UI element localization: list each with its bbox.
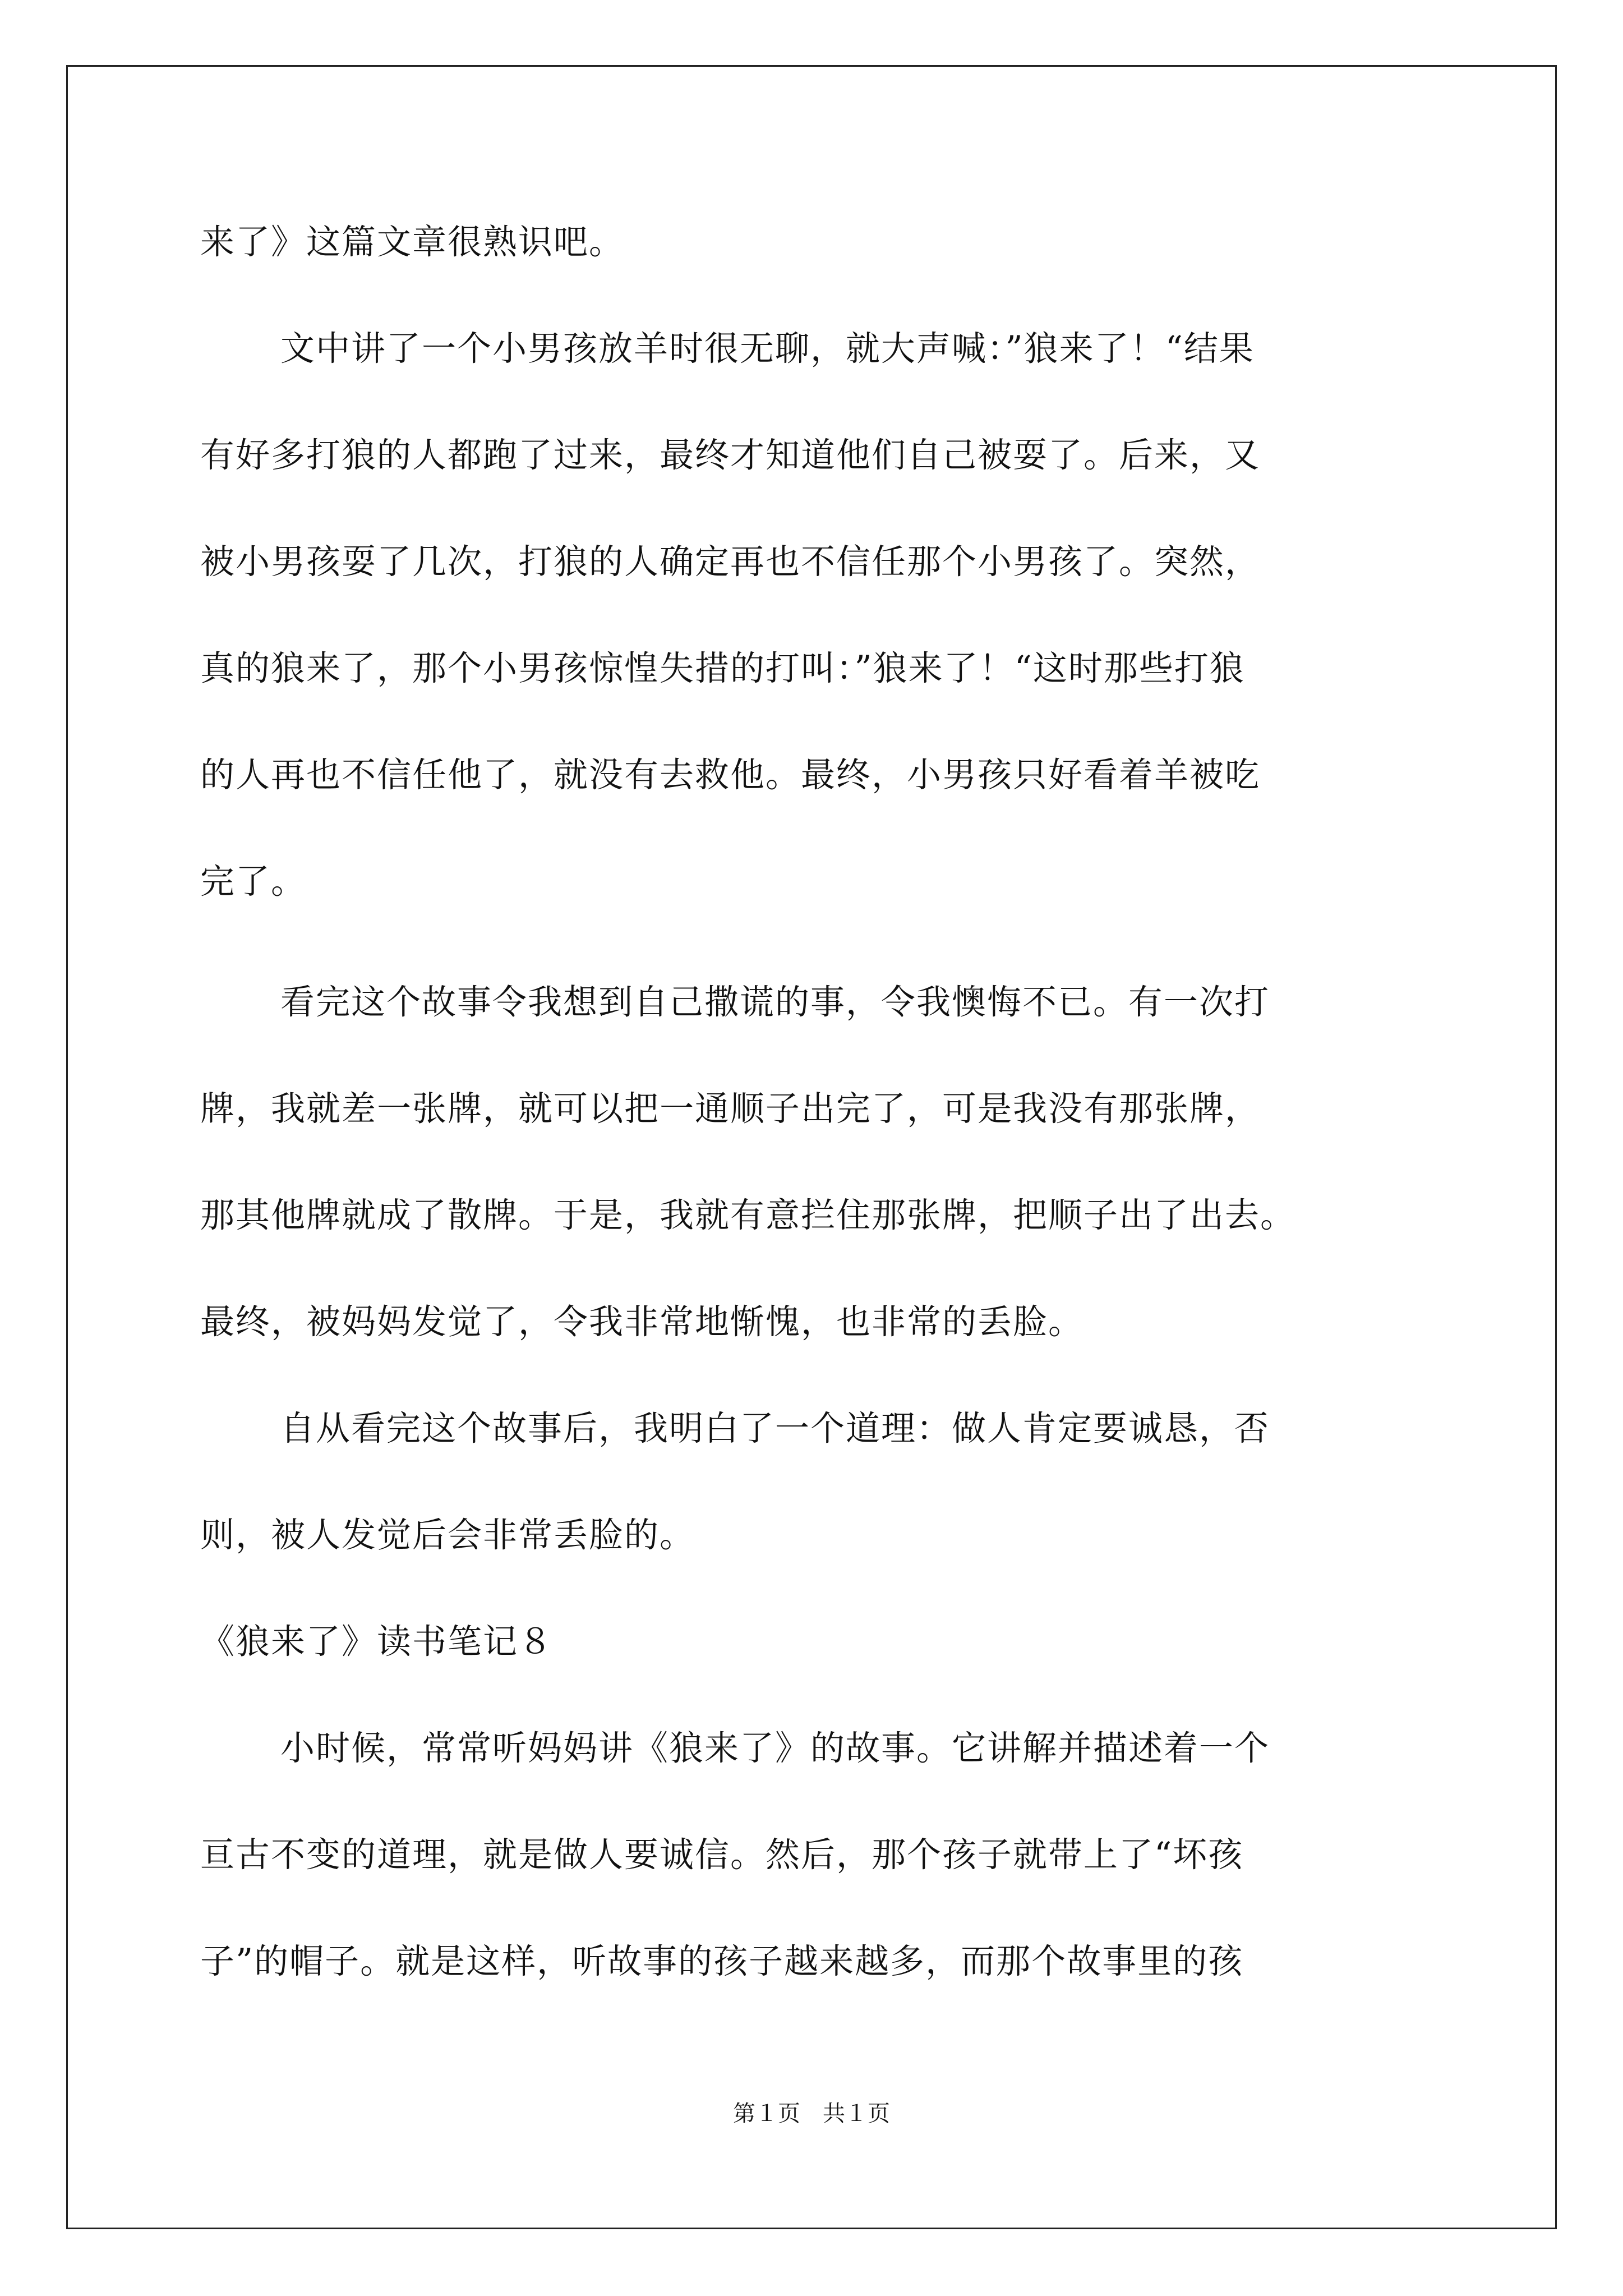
- paragraph-first-line: 小时候，常常听妈妈讲《狼来了》的故事。它讲解并描述着一个: [280, 1728, 1270, 1768]
- page-border: [66, 65, 1557, 2229]
- text-line: 那其他牌就成了散牌。于是，我就有意拦住那张牌，把顺子出了出去。: [200, 1195, 1296, 1235]
- text-line: 的人再也不信任他了，就没有去救他。最终，小男孩只好看着羊被吃: [200, 755, 1261, 795]
- text-line: 被小男孩耍了几次，打狼的人确定再也不信任那个小男孩了。突然，: [200, 542, 1261, 582]
- paragraph-first-line: 自从看完这个故事后，我明白了一个道理：做人肯定要诚恳，否: [280, 1409, 1270, 1448]
- text-line: 真的狼来了，那个小男孩惊惶失措的打叫：”狼来了！“这时那些打狼: [200, 648, 1245, 688]
- text-line: 来了》这篇文章很熟识吧。: [200, 222, 625, 262]
- text-line: 最终，被妈妈发觉了，令我非常地惭愧，也非常的丢脸。: [200, 1302, 1084, 1342]
- text-line: 有好多打狼的人都跑了过来，最终才知道他们自己被耍了。后来，又: [200, 435, 1261, 475]
- paragraph-first-line: 看完这个故事令我想到自己撒谎的事，令我懊悔不已。有一次打: [280, 982, 1270, 1022]
- text-line: 牌，我就差一张牌，就可以把一通顺子出完了，可是我没有那张牌，: [200, 1089, 1261, 1129]
- text-line: 子”的帽子。就是这样，听故事的孩子越来越多，而那个故事里的孩: [200, 1941, 1244, 1981]
- page-footer: 第１页 共１页: [733, 2101, 890, 2127]
- text-line: 亘古不变的道理，就是做人要诚信。然后，那个孩子就带上了“坏孩: [200, 1835, 1244, 1875]
- text-line: 完了。: [200, 862, 307, 901]
- section-heading: 《狼来了》读书笔记８: [200, 1622, 554, 1662]
- paragraph-first-line: 文中讲了一个小男孩放羊时很无聊，就大声喊：”狼来了！“结果: [280, 329, 1255, 369]
- text-line: 则，被人发觉后会非常丢脸的。: [200, 1515, 695, 1555]
